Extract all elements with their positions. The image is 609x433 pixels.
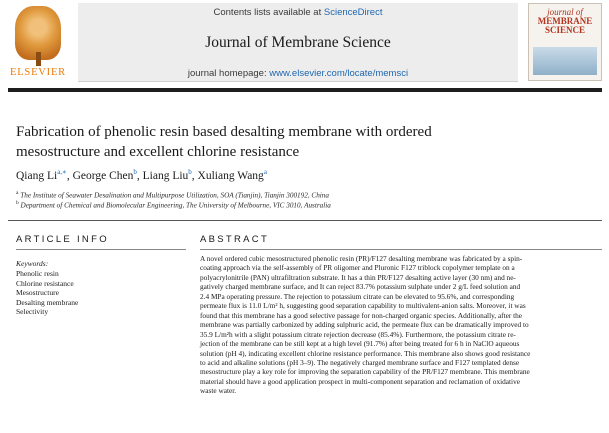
keyword-item: Mesostructure xyxy=(16,288,59,298)
contents-line xyxy=(78,7,518,18)
abstract-line: coating approach via the self-assembly of PR oligomer and Pluronic F127 triblock copolymer template on a xyxy=(200,263,515,273)
title-block-divider xyxy=(8,220,602,221)
abstract-line: solution (pH 4), indicating excellent chlorine resistance performance. This membrane also shows good resistance xyxy=(200,348,531,358)
affiliation-mark: b xyxy=(16,200,19,206)
abstract-line: waste water. xyxy=(200,386,237,396)
abstract-body xyxy=(200,254,602,396)
affiliation-a xyxy=(16,190,606,199)
abstract-divider xyxy=(200,249,602,250)
author-affiliation-mark[interactable]: b xyxy=(133,168,137,176)
author-separator: , xyxy=(136,169,143,182)
keywords-label: Keywords: xyxy=(16,259,49,268)
article-title-line-1: Fabrication of phenolic resin based desalting membrane with ordered xyxy=(16,124,432,140)
affiliation-text: The Institute of Seawater Desalination and Multipurpose Utilization, SOA (Tianjin), Tianjin 300192, China xyxy=(18,191,329,200)
cover-line-3: SCIENCE xyxy=(544,25,585,35)
keyword-item: Phenolic resin xyxy=(16,269,59,278)
header-divider xyxy=(8,88,602,92)
article-title-line-2: mesostructure and excellent chlorine resistance xyxy=(16,144,300,160)
abstract-heading: ABSTRACT xyxy=(200,234,270,245)
author-separator: , xyxy=(66,169,73,182)
author-list xyxy=(16,168,576,182)
abstract-line: jection of the membrane can be still kept at a high level (91.7%) after being treated for 6 h in NaClO aqueous xyxy=(200,339,520,349)
abstract-line: 35.9 L/m²h with a slight potassium citrate rejection decrease (85.4%). Furthermore, the potassium citrate re- xyxy=(200,329,516,339)
cover-image-band xyxy=(533,47,597,75)
cover-line-1: journal of xyxy=(547,7,583,17)
affiliation-mark: a xyxy=(16,190,19,196)
abstract-line: A novel ordered cubic mesostructured phenolic resin (PR)/F127 desalting membrane was fabricated by a spin- xyxy=(200,254,523,263)
journal-homepage-line xyxy=(78,68,518,79)
abstract-line: found that this membrane has a good selective passage for non-charged organic species. Additionally, after the xyxy=(200,310,523,320)
abstract-line: material should have a good application prospect in multi-component separation and reclamation of oxidative xyxy=(200,376,520,386)
abstract-line: permeate flux is 11.0 L/m² h, suggesting good separation capability to multivalent-anion salts. Moreover, it was xyxy=(200,301,526,311)
keyword-item: Desalting membrane xyxy=(16,297,79,307)
author-name[interactable]: George Chen xyxy=(72,169,134,182)
sciencedirect-link[interactable]: ScienceDirect xyxy=(323,7,383,18)
keyword-item: Selectivity xyxy=(16,307,49,317)
article-info-divider xyxy=(16,249,186,250)
tree-trunk-icon xyxy=(36,52,41,66)
author-affiliation-mark[interactable]: a xyxy=(263,168,267,176)
author-name[interactable]: Xuliang Wang xyxy=(197,169,264,182)
keyword-item: Chlorine resistance xyxy=(16,278,74,288)
author-separator: , xyxy=(191,169,198,182)
author-name[interactable]: Qiang Li xyxy=(16,169,58,182)
abstract-line: membrane was partially carbonized by adding sulphuric acid, the permeate flux can be dramatically improved to xyxy=(200,320,529,330)
homepage-prefix: journal homepage: xyxy=(187,68,270,79)
cover-line-2: MEMBRANE xyxy=(537,16,593,26)
author-name[interactable]: Liang Liu xyxy=(142,169,189,182)
author-affiliation-mark[interactable]: b xyxy=(188,168,192,176)
journal-cover-title xyxy=(532,8,598,35)
affiliation-b xyxy=(16,200,606,209)
article-info-heading: ARTICLE INFO xyxy=(16,234,109,245)
journal-title: Journal of Membrane Science xyxy=(205,34,391,51)
author-affiliation-mark[interactable]: a,∗ xyxy=(57,168,67,176)
abstract-line: to acid and alkaline solutions (pH 3–9). The negatively charged membrane surface and F127 templated dense xyxy=(200,357,520,367)
contents-prefix: Contents lists available at xyxy=(213,7,324,18)
abstract-line: polyacrylonitrile (PAN) ultrafiltration substrate. It has a thin PR/F127 desalting active layer (30 nm) and ne- xyxy=(200,272,516,282)
journal-homepage-link[interactable]: www.elsevier.com/locate/memsci xyxy=(269,68,409,79)
abstract-line: mesostructure play a key role for improving the separation capability of the PR/F127 membrane. This membrane xyxy=(200,367,530,377)
abstract-line: 2.4 MPa operating pressure. The rejection to potassium citrate can be elevated to 95.6%, and corresponding xyxy=(200,291,515,301)
abstract-line: gatively charged membrane surface, and It can reject 83.7% potassium sulphate under 2 g/L feed solution and xyxy=(200,282,521,292)
article-title xyxy=(16,122,576,162)
affiliation-text: Department of Chemical and Biomolecular Engineering, The University of Melbourne, VIC 3010, Australia xyxy=(18,201,331,210)
keywords-list xyxy=(16,269,78,317)
elsevier-wordmark: ELSEVIER xyxy=(10,67,66,78)
